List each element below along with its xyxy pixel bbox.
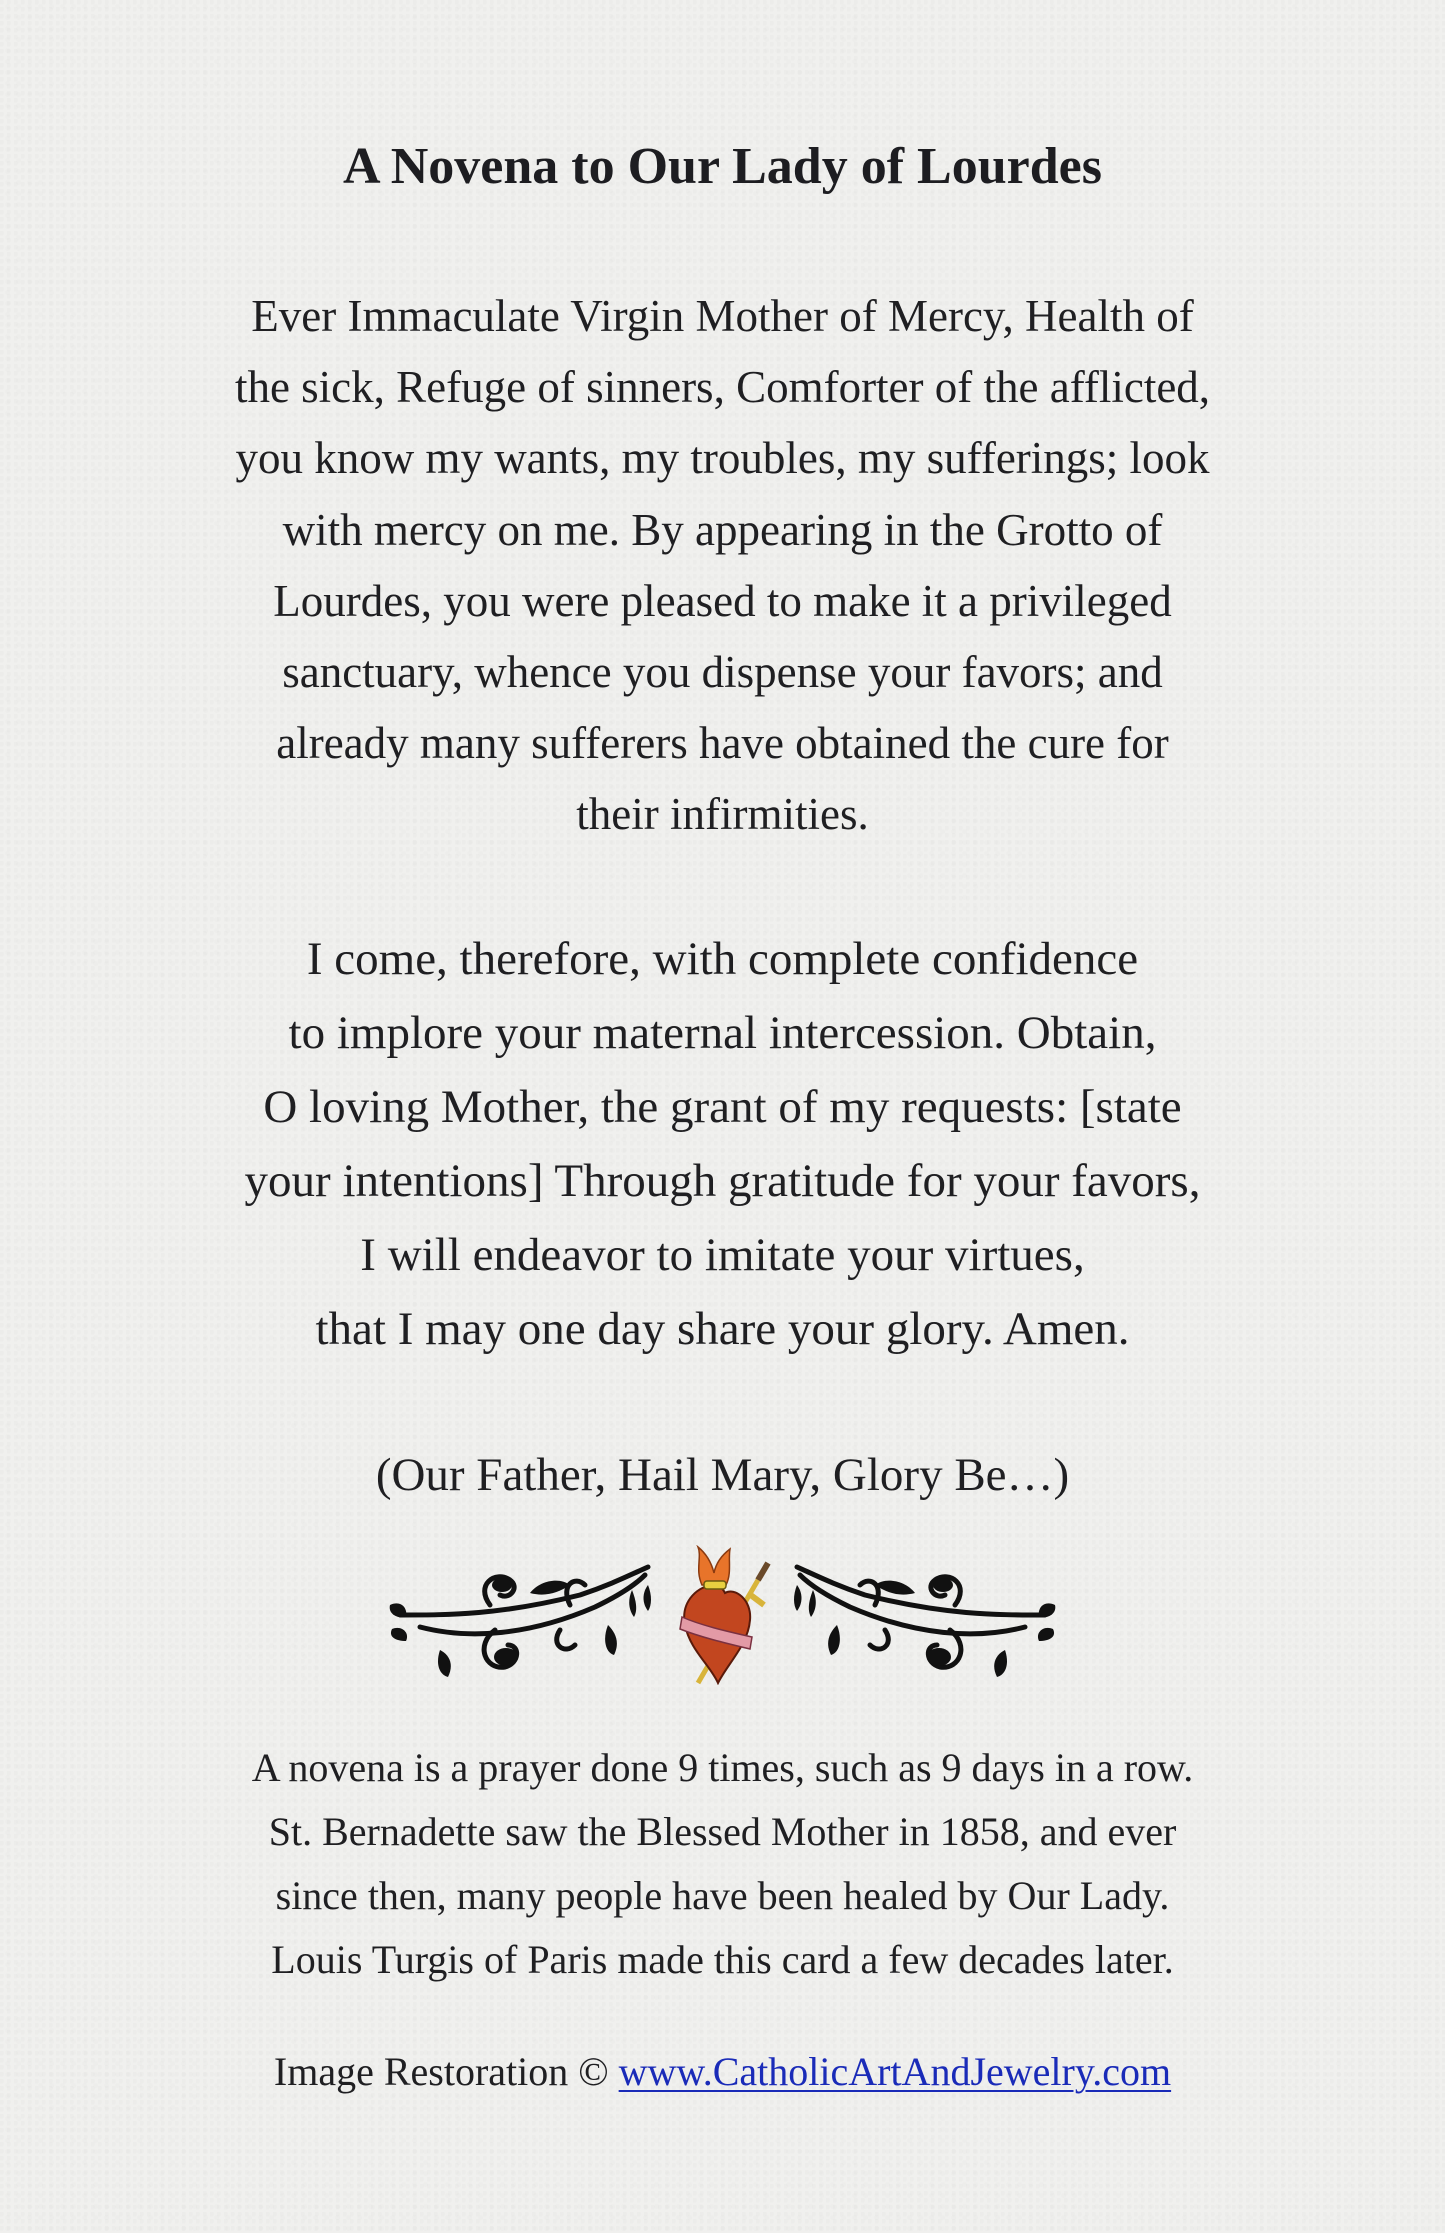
prayer-line: you know my wants, my troubles, my sufferings; look bbox=[235, 433, 1210, 484]
prayer-paragraph-2 bbox=[60, 922, 1385, 1366]
page-title: A Novena to Our Lady of Lourdes bbox=[343, 138, 1102, 195]
prayer-closing bbox=[60, 1438, 1385, 1512]
sacred-heart-ornament bbox=[380, 1545, 1065, 1685]
prayer-line: I come, therefore, with complete confidence bbox=[306, 933, 1139, 985]
prayer-line: the sick, Refuge of sinners, Comforter of the afflicted, bbox=[234, 362, 1211, 413]
prayer-line: that I may one day share your glory. Amen. bbox=[315, 1303, 1130, 1355]
prayer-line: Ever Immaculate Virgin Mother of Mercy, Health of bbox=[251, 291, 1194, 341]
prayer-line: already many sufferers have obtained the cure for bbox=[276, 718, 1169, 769]
prayer-line: O loving Mother, the grant of my requests: [state bbox=[263, 1081, 1182, 1133]
prayer-line: to implore your maternal intercession. Obtain, bbox=[288, 1007, 1157, 1059]
sacred-heart-icon bbox=[380, 1545, 1065, 1685]
note-line: St. Bernadette saw the Blessed Mother in 1858, and ever bbox=[268, 1809, 1177, 1854]
prayer-line: with mercy on me. By appearing in the Grotto of bbox=[282, 504, 1163, 555]
closing-line: (Our Father, Hail Mary, Glory Be…) bbox=[375, 1449, 1070, 1501]
prayer-line: their infirmities. bbox=[576, 789, 869, 840]
prayer-line: I will endeavor to imitate your virtues, bbox=[360, 1229, 1085, 1281]
note-line: A novena is a prayer done 9 times, such as 9 days in a row. bbox=[251, 1745, 1194, 1790]
prayer-paragraph-1 bbox=[60, 281, 1385, 851]
prayer-line: sanctuary, whence you dispense your favors; and bbox=[282, 647, 1163, 698]
image-credit bbox=[0, 2040, 1445, 2104]
prayer-line: your intentions] Through gratitude for your favors, bbox=[244, 1155, 1201, 1207]
novena-note bbox=[60, 1736, 1385, 1992]
prayer-line: Lourdes, you were pleased to make it a privileged bbox=[273, 575, 1172, 626]
note-line: since then, many people have been healed by Our Lady. bbox=[275, 1873, 1170, 1918]
website-link[interactable]: www.CatholicArtAndJewelry.com bbox=[618, 2049, 1172, 2094]
note-line: Louis Turgis of Paris made this card a few decades later. bbox=[271, 1937, 1174, 1982]
credit-prefix: Image Restoration © bbox=[273, 2049, 619, 2094]
